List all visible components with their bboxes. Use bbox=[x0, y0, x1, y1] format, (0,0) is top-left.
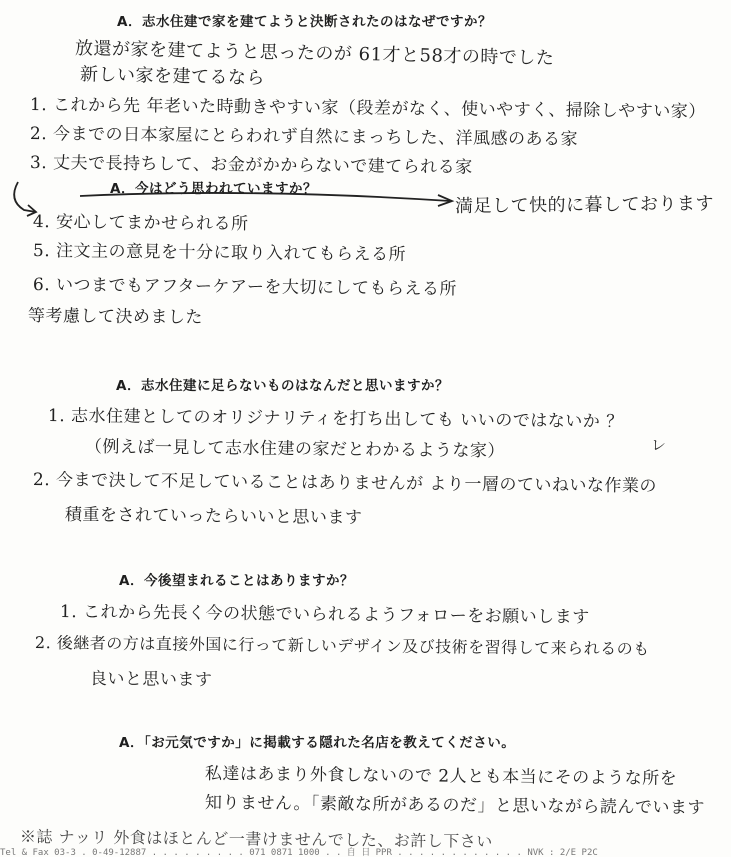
answer-line: 3. 丈夫で長持ちして、お金がかからないで建てられる家 bbox=[29, 153, 473, 178]
question-current-feeling: A．今はどう思われていますか？ bbox=[110, 181, 317, 197]
answer-line: 良いと思います bbox=[89, 669, 213, 691]
fax-footer: Tel & Fax 03-3 . 0-49-12887 . . . . . . . . . 071 0871 1000 . . 自 日 PPR . . . . . . . . . . . . NVK : 2/E P2C bbox=[0, 848, 598, 857]
answer-line: 積重をされていったらいいと思います bbox=[64, 505, 363, 529]
answer-line: 2. 後継者の方は直接外国に行って新しいデザイン及び技術を習得して来られるのも bbox=[34, 633, 650, 659]
answer-line: 放還が家を建てようと思ったのが 61才と58才の時でした bbox=[74, 38, 555, 70]
question-reason-for-choosing: A．志水住建で家を建てようと決断されたのはなぜですか？ bbox=[117, 14, 492, 30]
answer-line: 6. いつまでもアフターケアーを大切にしてもらえる所 bbox=[32, 275, 457, 300]
answer-line-apology: ※誌 ナッリ 外食はほとんど一書けませんでした、お許し下さい bbox=[19, 827, 493, 851]
answer-line: 新しい家を建てるなら bbox=[79, 64, 266, 89]
answer-line: 4. 安心してまかせられる所 bbox=[32, 212, 249, 235]
question-what-is-lacking: A．志水住建に足らないものはなんだと思いますか？ bbox=[116, 378, 449, 394]
margin-check-mark: レ bbox=[651, 436, 667, 454]
answer-line: 私達はあまり外食しないので 2人とも本当にそのような所を bbox=[204, 764, 678, 789]
answer-line: 5. 注文主の意見を十分に取り入れてもらえる所 bbox=[32, 241, 407, 265]
answer-line: 知りません。「素敵な所があるのだ」と思いながら読んでいます bbox=[204, 793, 706, 819]
answer-line: 1. 志水住建としてのオリジナリティを打ち出しても いいのではないか ？ bbox=[47, 406, 624, 433]
answer-line: 2. 今までの日本家屋にとらわれず自然にまっちした、洋風感のある家 bbox=[29, 124, 579, 150]
answer-line: 1. これから先長く今の状態でいられるようフォローをお願いします bbox=[59, 602, 590, 628]
question-future-wishes: A．今後望まれることはありますか？ bbox=[119, 573, 354, 589]
answer-line: 1. これから先 年老いた時動きやすい家（段差がなく、使いやすく、掃除しやすい家） bbox=[29, 95, 706, 123]
answer-line: （例えば一見して志水住建の家だとわかるような家） bbox=[84, 437, 506, 462]
answer-line: 2. 今まで決して不足していることはありませんが より一層のていねいな作業の bbox=[32, 470, 658, 497]
answer-satisfied: 満足して快的に暮しております bbox=[454, 193, 715, 217]
answer-line: 等考慮して決めました bbox=[27, 306, 204, 328]
question-hidden-restaurant: A．「お元気ですか」に掲載する隠れた名店を教えてください。 bbox=[119, 735, 516, 751]
